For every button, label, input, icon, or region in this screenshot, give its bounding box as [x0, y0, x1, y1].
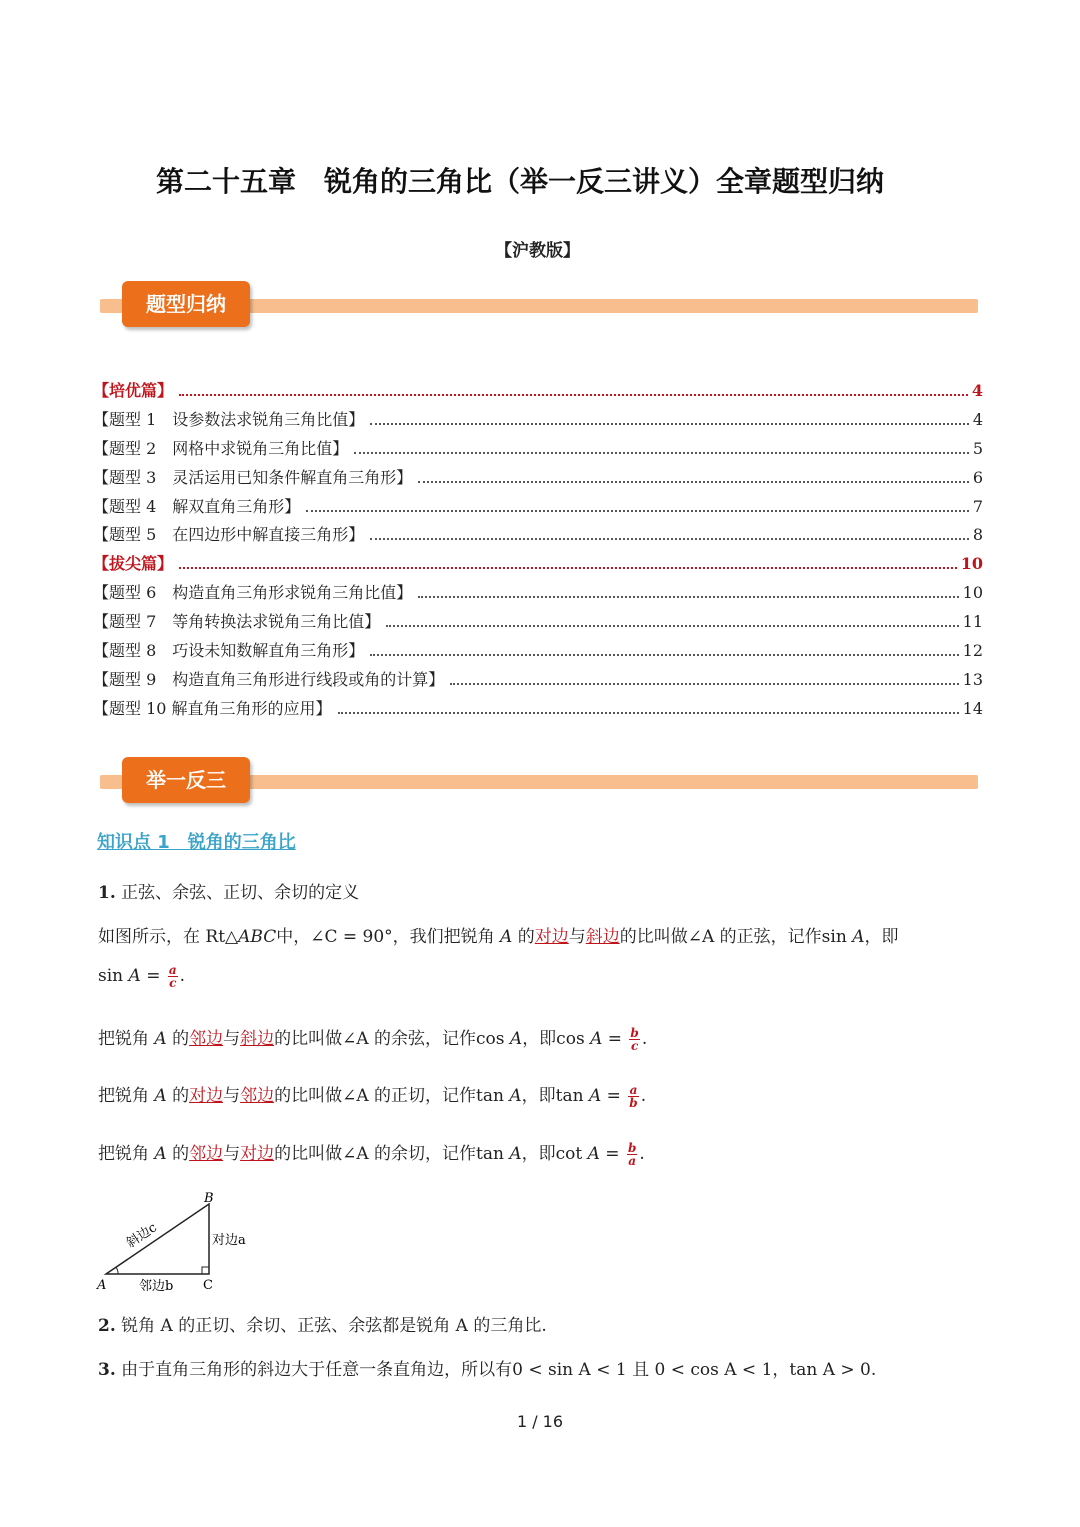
text: 的 — [512, 927, 535, 947]
knowledge-point-title: 知识点 1 锐角的三角比 — [97, 832, 296, 853]
section-number: 3. — [98, 1360, 116, 1380]
toc-label: 【题型 3 灵活运用已知条件解直角三角形】 — [93, 467, 413, 487]
toc-entry[interactable] — [93, 551, 983, 580]
section-3 — [98, 1355, 876, 1380]
vertex-a-label: A — [97, 1278, 107, 1293]
adjacent-side-label: 邻边b — [139, 1279, 174, 1294]
section-banner-types — [100, 281, 978, 331]
angle-var: A — [128, 966, 141, 986]
toc-entry[interactable] — [93, 436, 983, 465]
text: = — [601, 1086, 627, 1106]
angle-var: A — [587, 1144, 600, 1164]
text: 的比叫做∠A 的余弦，记作cos — [274, 1029, 510, 1049]
cotangent-definition — [98, 1139, 645, 1167]
fraction — [627, 1142, 637, 1167]
toc-leader — [386, 625, 958, 627]
denominator: b — [629, 1096, 638, 1110]
text: ，即 — [864, 927, 899, 947]
angle-var: A — [509, 1029, 523, 1049]
denominator: c — [630, 1039, 639, 1053]
table-of-contents — [93, 378, 983, 725]
angle-var: A — [590, 1029, 603, 1049]
text: 把锐角 — [98, 1144, 155, 1164]
banner-tab: 举一反三 — [122, 757, 250, 803]
toc-entry[interactable] — [93, 580, 983, 609]
text: . — [179, 966, 186, 986]
text: . — [640, 1086, 647, 1106]
term-hypotenuse: 斜边 — [240, 1029, 275, 1049]
text: = — [602, 1029, 628, 1049]
text: sin — [98, 966, 129, 986]
toc-page: 10 — [962, 583, 983, 603]
toc-page: 13 — [962, 669, 983, 689]
sine-formula — [98, 964, 185, 989]
page-number: 1 / 16 — [516, 1412, 564, 1431]
toc-label: 【题型 5 在四边形中解直接三角形】 — [93, 525, 365, 545]
toc-leader — [418, 596, 958, 598]
toc-page: 14 — [962, 698, 983, 718]
document-title: 第二十五章 锐角的三角比（举一反三讲义）全章题型归纳 — [155, 165, 884, 198]
triangle-name: ABC — [238, 927, 277, 947]
toc-label: 【题型 10 解直角三角形的应用】 — [93, 698, 332, 718]
toc-page: 5 — [972, 438, 983, 458]
toc-label: 【拔尖篇】 — [93, 554, 174, 574]
cosine-definition — [98, 1024, 647, 1052]
toc-entry[interactable] — [93, 378, 983, 407]
fraction — [629, 1027, 639, 1052]
text: 与 — [223, 1144, 241, 1164]
vertex-c-label: C — [203, 1278, 213, 1293]
section-banner-examples — [100, 757, 978, 807]
denominator: c — [169, 976, 177, 990]
tangent-definition — [98, 1081, 646, 1109]
toc-entry[interactable] — [93, 522, 983, 551]
text: . — [639, 1144, 645, 1164]
toc-label: 【题型 4 解双直角三角形】 — [93, 496, 301, 516]
angle-var: A — [154, 1144, 167, 1164]
toc-leader — [370, 423, 969, 425]
angle-var: A — [588, 1086, 602, 1106]
toc-leader — [354, 452, 969, 454]
toc-label: 【题型 2 网格中求锐角三角比值】 — [93, 438, 349, 458]
toc-leader — [370, 654, 958, 656]
section-number: 1. — [98, 883, 116, 903]
text: 的比叫做∠A 的余切，记作tan — [274, 1144, 510, 1164]
text: 与 — [568, 927, 586, 947]
toc-entry[interactable] — [93, 494, 983, 523]
section-2 — [98, 1311, 547, 1336]
section-1-heading — [98, 878, 359, 903]
opposite-side-label: 对边a — [212, 1233, 246, 1248]
text: 的比叫做∠A 的正切，记作tan — [274, 1086, 510, 1106]
text: ，即tan — [521, 1086, 589, 1106]
term-opposite: 对边 — [534, 927, 569, 947]
text: . — [641, 1029, 648, 1049]
term-adjacent: 邻边 — [240, 1086, 275, 1106]
text: = — [599, 1144, 625, 1164]
toc-page: 11 — [962, 612, 983, 632]
text: 把锐角 — [98, 1086, 155, 1106]
toc-label: 【题型 8 巧设未知数解直角三角形】 — [93, 641, 365, 661]
numerator: a — [168, 963, 177, 977]
toc-label: 【题型 6 构造直角三角形求锐角三角比值】 — [93, 583, 413, 603]
term-adjacent: 邻边 — [189, 1144, 224, 1164]
text: 的 — [166, 1144, 190, 1164]
text: = — [140, 966, 166, 986]
toc-page: 10 — [960, 554, 983, 574]
toc-leader — [418, 481, 969, 483]
text: ，即cot — [521, 1144, 588, 1164]
text: 中，∠C = 90°，我们把锐角 — [276, 927, 501, 947]
text: ，即cos — [522, 1029, 591, 1049]
numerator: b — [627, 1141, 637, 1155]
text: 的 — [166, 1086, 190, 1106]
toc-page: 4 — [971, 381, 983, 400]
toc-label: 【题型 1 设参数法求锐角三角比值】 — [93, 409, 365, 429]
sine-definition — [98, 922, 898, 947]
toc-leader — [370, 538, 969, 540]
numerator: b — [630, 1026, 639, 1040]
toc-entry[interactable] — [93, 407, 983, 436]
section-text: 由于直角三角形的斜边大于任意一条直角边，所以有0 < sin A < 1 且 0 < cos A < 1，tan A > 0. — [121, 1360, 877, 1380]
text: 如图所示，在 Rt△ — [98, 927, 239, 947]
toc-page: 4 — [972, 409, 983, 429]
toc-leader — [179, 394, 968, 396]
section-text: 正弦、余弦、正切、余切的定义 — [121, 883, 360, 903]
term-hypotenuse: 斜边 — [585, 927, 620, 947]
toc-page: 6 — [972, 467, 983, 487]
toc-label: 【培优篇】 — [93, 381, 174, 400]
text: 与 — [223, 1029, 241, 1049]
toc-leader — [306, 510, 969, 512]
toc-entry[interactable] — [93, 465, 983, 494]
toc-page: 7 — [972, 496, 983, 516]
fraction — [628, 1084, 638, 1109]
angle-arc — [116, 1267, 118, 1274]
text: 的比叫做∠A 的正弦，记作sin — [619, 927, 853, 947]
toc-leader — [179, 567, 957, 569]
term-opposite: 对边 — [189, 1086, 224, 1106]
term-adjacent: 邻边 — [189, 1029, 224, 1049]
triangle-shape — [106, 1204, 209, 1274]
numerator: a — [629, 1083, 638, 1097]
toc-page: 12 — [962, 641, 983, 661]
fraction — [168, 964, 178, 989]
edition-label: 【沪教版】 — [495, 241, 580, 261]
toc-entry[interactable] — [93, 638, 983, 667]
denominator: a — [628, 1154, 637, 1168]
toc-leader — [338, 712, 959, 714]
banner-tab: 题型归纳 — [122, 281, 250, 327]
toc-entry[interactable] — [93, 667, 983, 696]
term-opposite: 对边 — [240, 1144, 275, 1164]
text: 的 — [166, 1029, 190, 1049]
toc-label: 【题型 7 等角转换法求锐角三角比值】 — [93, 612, 381, 632]
right-triangle-figure — [92, 1186, 272, 1296]
angle-var: A — [500, 927, 513, 947]
angle-var: A — [154, 1086, 167, 1106]
angle-var: A — [852, 927, 865, 947]
toc-leader — [450, 683, 958, 685]
toc-entry[interactable] — [93, 696, 983, 725]
hypotenuse-label: 斜边c — [123, 1220, 160, 1252]
text: 与 — [223, 1086, 241, 1106]
toc-entry[interactable] — [93, 609, 983, 638]
section-number: 2. — [98, 1316, 116, 1336]
angle-var: A — [509, 1144, 522, 1164]
toc-page: 8 — [972, 525, 983, 545]
toc-label: 【题型 9 构造直角三角形进行线段或角的计算】 — [93, 669, 445, 689]
right-angle-mark — [202, 1267, 209, 1274]
angle-var: A — [154, 1029, 167, 1049]
vertex-b-label: B — [204, 1191, 214, 1206]
section-text: 锐角 A 的正切、余切、正弦、余弦都是锐角 A 的三角比. — [121, 1316, 547, 1336]
angle-var: A — [509, 1086, 522, 1106]
text: 把锐角 — [98, 1029, 155, 1049]
